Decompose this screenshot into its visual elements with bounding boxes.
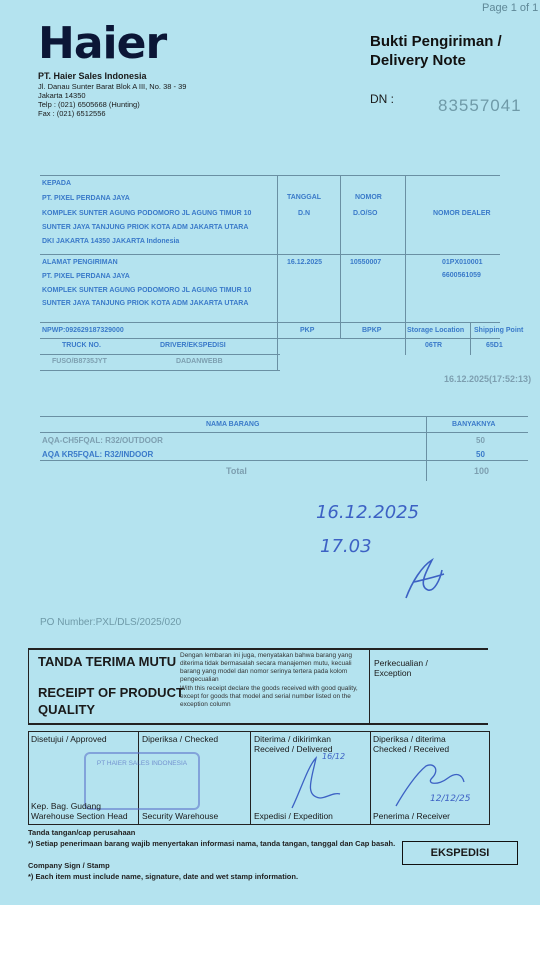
dn-label: DN : — [370, 92, 394, 106]
receipt-divider — [369, 648, 370, 724]
stamp-text: PT HAIER SALES INDONESIA — [96, 760, 188, 767]
shipping-label: Shipping Point — [474, 327, 524, 334]
company-telp: Telp : (021) 6505668 (Hunting) — [38, 100, 140, 109]
tanggal-sub: D.N — [298, 210, 311, 217]
pkp-label: PKP — [300, 327, 315, 334]
box-divider-4 — [470, 322, 471, 355]
receiver-label: Penerima / Receiver — [373, 811, 451, 821]
receipt-title-en-1: RECEIPT OF PRODUCT — [38, 685, 184, 700]
order-value: 10550007 — [350, 259, 382, 266]
items-top-line — [40, 416, 528, 417]
page-number: Page 1 of 1 — [482, 2, 539, 14]
approved-label: Disetujui / Approved — [31, 734, 107, 744]
handwritten-time: 17.03 — [320, 536, 372, 557]
driver-value: DADANWEBB — [176, 358, 223, 365]
box-line-2 — [40, 254, 500, 255]
exception-label-1: Perkecualian / — [374, 658, 428, 668]
receipt-bottom-line — [28, 723, 488, 725]
sig-divider-3 — [370, 731, 371, 824]
shipping-value: 65D1 — [486, 342, 503, 349]
npwp: NPWP:092629187329000 — [42, 327, 124, 334]
receipt-text-id: Dengan lembaran ini juga, menyatakan bahwa barang yang diterima tidak bermasalah secara manajemen mutu, kecuali barang yang model dan nomor serinya tertera pada kolom pengecualian — [180, 652, 353, 683]
items-header-name: NAMA BARANG — [206, 421, 260, 428]
bpkp-label: BPKP — [362, 327, 382, 334]
customer-address-2: SUNTER JAYA TANJUNG PRIOK KOTA ADM JAKARTA UTARA — [42, 224, 249, 231]
dealer-value-1: 01PX010001 — [442, 259, 483, 266]
company-stamp — [84, 752, 200, 810]
box-line-5 — [40, 354, 280, 355]
date-value: 16.12.2025 — [287, 259, 323, 266]
received-label-1: Diterima / dikirimkan — [254, 734, 331, 744]
total-label: Total — [226, 466, 247, 476]
haier-logo: Haier — [38, 18, 167, 69]
dealer-label: NOMOR DEALER — [433, 210, 491, 217]
customer-address-1: KOMPLEK SUNTER AGUNG PODOMORO JL AGUNG TIMUR 10 — [42, 210, 252, 217]
storage-value: 06TR — [425, 342, 443, 349]
item-name: AQA-CH5FQAL: R32/OUTDOOR — [42, 436, 163, 445]
checked-label: Diperiksa / Checked — [142, 734, 219, 744]
handwritten-date: 16.12.2025 — [316, 502, 420, 523]
item-qty: 50 — [476, 450, 485, 459]
items-header-line — [40, 432, 528, 433]
alamat-label: ALAMAT PENGIRIMAN — [42, 259, 118, 266]
print-timestamp: 16.12.2025(17:52:13) — [444, 374, 532, 384]
sig-divider-2 — [250, 731, 251, 824]
ship-address-1: KOMPLEK SUNTER AGUNG PODOMORO JL AGUNG TIMUR 10 — [42, 287, 252, 294]
ship-address-2: SUNTER JAYA TANJUNG PRIOK KOTA ADM JAKARTA UTARA — [42, 300, 249, 307]
expedition-label: Expedisi / Expedition — [254, 811, 333, 821]
dealer-value-2: 6600561059 — [442, 272, 481, 279]
box-line-4 — [40, 338, 500, 339]
handwritten-check-date: 16/12 — [322, 752, 346, 761]
truck-value: FUSO/B8735JYT — [52, 358, 107, 365]
item-name: AQA KR5FQAL: R32/INDOOR — [42, 450, 154, 459]
receipt-title-id: TANDA TERIMA MUTU — [38, 654, 177, 669]
handwritten-receive-date: 12/12/25 — [430, 794, 471, 804]
total-value: 100 — [474, 466, 490, 476]
nomor-sub: D.O/SO — [353, 210, 378, 217]
doc-title-en: Delivery Note — [370, 52, 466, 69]
receipt-left-line — [28, 648, 29, 724]
doc-title-id: Bukti Pengiriman / — [370, 33, 502, 50]
items-divider — [426, 416, 427, 481]
kepada-label: KEPADA — [42, 180, 72, 187]
box-top-line — [40, 175, 500, 176]
truck-label: TRUCK NO. — [62, 342, 101, 349]
tanggal-label: TANGGAL — [287, 194, 322, 201]
items-header-qty: BANYAKNYA — [452, 421, 496, 428]
section-head-label-1: Kep. Bag. Gudang — [31, 801, 101, 811]
checked-received-label-2: Checked / Received — [373, 744, 450, 754]
security-label: Security Warehouse — [142, 811, 219, 821]
company-address-2: Jakarta 14350 — [38, 91, 86, 100]
customer-name: PT. PIXEL PERDANA JAYA — [42, 195, 130, 202]
driver-label: DRIVER/EKSPEDISI — [160, 342, 226, 349]
receipt-text-en: With this receipt declare the goods received with good quality, except for goods that model and serial number listed on the exception column — [180, 685, 358, 708]
checked-received-label-1: Diperiksa / diterima — [373, 734, 446, 744]
footer-line-2: *) Setiap penerimaan barang wajib menyertakan informasi nama, tanda tangan, tanggal dan Cap basah. — [28, 839, 396, 848]
footer-line-3: Company Sign / Stamp — [28, 861, 110, 870]
receipt-top-line — [28, 648, 488, 650]
receipt-title-en-2: QUALITY — [38, 702, 96, 717]
customer-address-3: DKI JAKARTA 14350 JAKARTA Indonesia — [42, 238, 180, 245]
dn-number: 83557041 — [438, 96, 522, 115]
ship-name: PT. PIXEL PERDANA JAYA — [42, 273, 130, 280]
company-fax: Fax : (021) 6512556 — [38, 109, 106, 118]
items-total-line — [40, 460, 528, 461]
box-line-3 — [40, 322, 500, 323]
section-head-label-2: Warehouse Section Head — [31, 811, 128, 821]
storage-label: Storage Location — [407, 327, 465, 334]
exception-label-2: Exception — [374, 668, 412, 678]
box-divider-2 — [340, 175, 341, 338]
received-label-2: Received / Delivered — [254, 744, 333, 754]
footer-line-1: Tanda tangan/cap perusahaan — [28, 828, 136, 837]
nomor-label: NOMOR — [355, 194, 382, 201]
box-divider-1 — [277, 175, 278, 370]
handwritten-signature-icon — [398, 552, 448, 604]
company-name: PT. Haier Sales Indonesia — [38, 71, 147, 81]
footer-line-4: *) Each item must include name, signature, date and wet stamp information. — [28, 872, 299, 881]
box-bottom-line — [40, 370, 280, 371]
ekspedisi-badge: EKSPEDISI — [402, 841, 518, 865]
item-qty: 50 — [476, 436, 485, 445]
box-divider-3 — [405, 175, 406, 355]
company-address-1: Jl. Danau Sunter Barat Blok A III, No. 38 - 39 — [38, 82, 187, 91]
po-number: PO Number:PXL/DLS/2025/020 — [40, 617, 182, 628]
expedition-signature-icon — [286, 752, 346, 812]
